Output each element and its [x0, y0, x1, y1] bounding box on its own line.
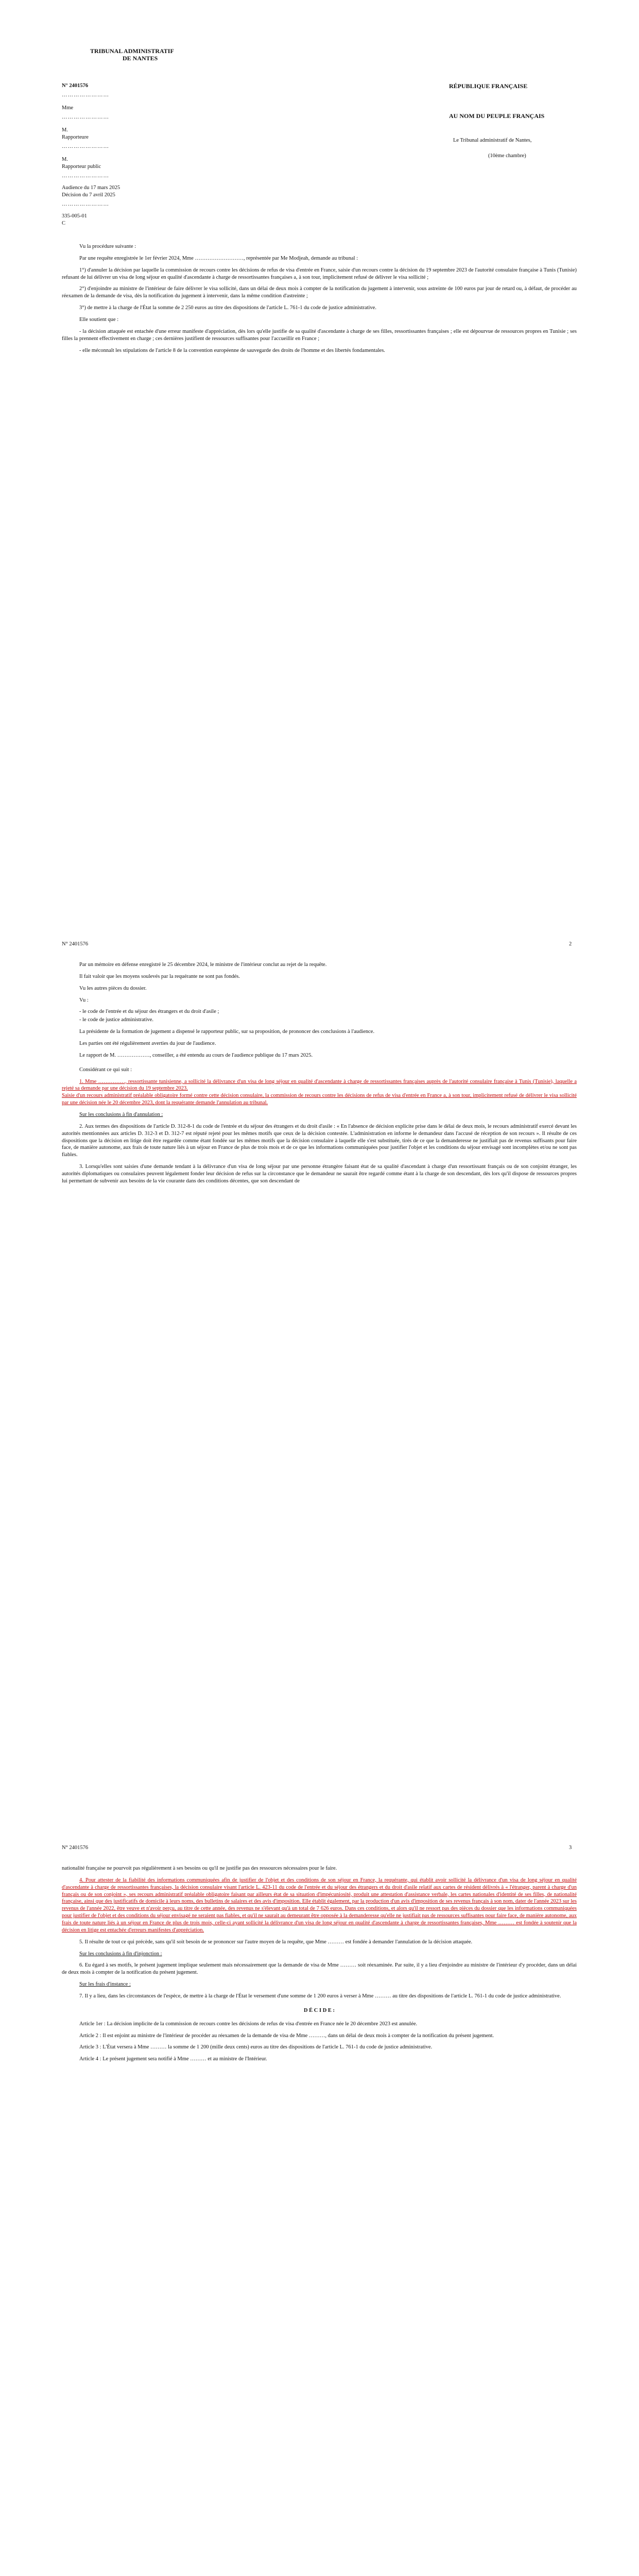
arguments-intro: Elle soutient que :: [79, 317, 119, 323]
defense-paragraph: Par un mémoire en défense enregistré le 25 décembre 2024, le ministre de l'intérieur conclut au rejet de la requête.: [79, 962, 327, 968]
separator: ……………………: [62, 201, 109, 207]
decision-heading: D É C I D E :: [303, 2007, 335, 2013]
public-rapporteur-label: M.: [62, 157, 68, 162]
rapporteur-label: M.: [62, 127, 68, 133]
request-item-3: 3°) de mettre à la charge de l'État la somme de 2 250 euros au titre des dispositions de l'article L. 761-1 du code de justice administrative.: [79, 305, 376, 311]
consideration-2: 2. Aux termes des dispositions de l'article D. 312-8-1 du code de l'entrée et du séjour des étrangers et du droit d'asile : « En l'absence de décision explicite prise dans le délai de deux mois, le recours administratif exercé devant les autorités mentionnées aux articles D. 312-3 et D. 312-7 est réputé rejeté pour les mêmes motifs que ceux de la décision contestée. L'administration en informe le demandeur dans l'accusé de réception de son recours ». Il résulte de ces dispositions que la décision en litige doit être regardée comme étant fondée sur les mêmes motifs que la décision consulaire à laquelle elle s'est substituée, tirés de ce que la demanderesse ne justifiait pas de revenus suffisants pour faire face, de manière autonome, aux frais de toute nature liés à un séjour en France de plus de trois mois et de ce que les informations communiquées pour justifier l'objet et les conditions du séjour envisagé sont incomplètes et/ou ne sont pas fiables.: [62, 1123, 577, 1158]
page-number: 3: [569, 1845, 572, 1851]
consideration-3: 3. Lorsqu'elles sont saisies d'une demande tendant à la délivrance d'un visa de long séjour par une personne étrangère faisant état de sa qualité d'ascendant à charge d'un ressortissant français ou de son conjoint étranger, les autorités diplomatiques ou consulaires peuvent légalement fonder leur décision de refus sur la circonstance que le demandeur ne saurait être regardé comme étant à la charge de son descendant, dès lors qu'il dispose de ressources propres lui permettant de subvenir aux besoins de la vie courante dans des conditions décentes, que son descendant de: [62, 1164, 577, 1184]
case-number: N° 2401576: [62, 941, 89, 947]
request-item-1: 1°) d'annuler la décision par laquelle la commission de recours contre les décisions de refus de visa d'entrée en France, saisie d'un recours contre la décision du 19 septembre 2023 de l'autorité consulaire française à Tunis (Tunisie) refusant de lui délivrer un visa de long séjour en qualité d'ascendante à charge de ressortissantes françaises a, à son tour, implicitement refusé de délivrer le visa sollicité ;: [62, 267, 577, 280]
case-number: N° 2401576: [62, 1845, 89, 1851]
legal-basis-2: - le code de justice administrative.: [79, 1017, 154, 1023]
consideration-4: 4. Pour attester de la fiabilité des informations communiquées afin de justifier de l'objet et des conditions de son séjour en France, la requérante, qui établit avoir sollicité la délivrance d'un visa de long séjour en qualité d'ascendante à charge de ressortissantes françaises, la décision consulaire visant l'article L. 423-11 du code de l'entrée et du séjour des étrangers et du droit d'asile relatif aux cartes de résident délivrés à « l'étranger, parent à charge d'un français ou de son conjoint », ses recours administratif préalable obligatoire faisant par ailleurs état de sa situation d'impécuniosité, produit une attestation d'assistance verbale, les cartes nationales d'identité de ses filles, de nationalité française, ainsi que des justificatifs de domicile à leurs noms, des bulletins de salaires et des avis d'imposition. Elle établit également, par la production d'un avis d'imposition de ses revenus français à son nom, dater de l'année 2023 sur les revenus de l'année 2022, être veuve et n'avoir perçu, au titre de cette année, des revenus ne s'élevant qu'à un total de 7 626 euros. Dans ces conditions, et alors qu'il ne ressort pas des pièces du dossier que les informations communiquées pour justifier de l'objet et des conditions du séjour envisagé ne seraient pas fiables, et qu'il ne saurait au demeurant être opposée à la demanderesse qu'elle ne justifiait pas de ressources suffisantes pour faire face, de manière autonome, aux frais de toute nature liés à un séjour en France de plus de trois mois, celle-ci ayant sollicité la délivrance d'un visa de long séjour en qualité d'ascendante à charge de ressortissantes françaises, Mme ……… est fondée à soutenir que la décision en litige est entachée d'erreurs manifestes d'appréciation.: [62, 1877, 577, 1933]
court-name: TRIBUNAL ADMINISTRATIF: [90, 47, 174, 55]
legal-basis-intro: Vu :: [79, 997, 89, 1003]
case-number: N° 2401576: [62, 83, 89, 89]
page-3: [0, 1807, 639, 2576]
procedure-intro: Vu la procédure suivante :: [79, 244, 136, 249]
classification-letter: C: [62, 221, 66, 226]
annulment-heading: Sur les conclusions à fin d'annulation :: [79, 1112, 163, 1118]
party-name: Mme: [62, 105, 74, 111]
separator: ……………………: [62, 114, 109, 120]
consideration-5: 5. Il résulte de tout ce qui précède, sans qu'il soit besoin de se prononcer sur l'autre moyen de la requête, que Mme ……… est fondée à demander l'annulation de la décision attaquée.: [79, 1939, 473, 1945]
procedure-section: [62, 243, 577, 359]
court-city: DE NANTES: [123, 55, 158, 62]
legal-basis-1: - le code de l'entrée et du séjour des étrangers et du droit d'asile ;: [79, 1009, 219, 1015]
considerations-intro: Considérant ce qui suit :: [79, 1066, 132, 1073]
hearing-date: Audience du 17 mars 2025: [62, 185, 120, 191]
consideration-6: 6. Eu égard à ses motifs, le présent jugement implique seulement mais nécessairement que la demande de visa de Mme ……… soit réexaminée. Par suite, il y a lieu d'enjoindre au ministre de l'intérieur d'y procéder, dans un délai de deux mois à compter de la notification du présent jugement.: [62, 1962, 577, 1976]
argument-1: - la décision attaquée est entachée d'une erreur manifeste d'appréciation, dès lors qu'elle justifie de sa qualité d'ascendante à charge de ses filles, ressortissantes françaises ; elle est dépourvue de ressources propres en Tunisie ; ses filles la prennent effectivement en charge ; ces dernières justifient de ressources suffisantes pour l'accueillir en France ;: [62, 328, 577, 342]
request-item-2: 2°) d'enjoindre au ministre de l'intérieur de faire délivrer le visa sollicité, dans un délai de deux mois à compter de la notification du jugement à intervenir, sous astreinte de 100 euros par jour de retard ou, à défaut, de procéder au réexamen de la demande de visa, dès la notification du jugement à intervenir, dans la même condition d'astreinte ;: [62, 286, 577, 299]
article-4: Article 4 : Le présent jugement sera notifié à Mme ……… et au ministre de l'Intérieur.: [79, 2056, 267, 2062]
consideration-1b: Saisie d'un recours administratif préalable obligatoire formé contre cette décision consulaire, la commission de recours contre les décisions de refus de visa d'entrée en France a, à son tour, implicitement refusé de délivrer le visa sollicité par une décision née le 20 décembre 2023, dont la requérante demande l'annulation au tribunal.: [62, 1093, 577, 1106]
body: [62, 961, 577, 1190]
dispensation: La présidente de la formation de jugement a dispensé le rapporteur public, sur sa proposition, de prononcer des conclusions à l'audience.: [79, 1029, 375, 1035]
page-2: [0, 904, 639, 1807]
report-heard: Le rapport de M. ………………, conseiller, a été entendu au cours de l'audience publique du 17 mars 2025.: [79, 1052, 313, 1058]
parties-notified: Les parties ont été régulièrement averties du jour de l'audience.: [79, 1041, 216, 1047]
defense-argument: Il fait valoir que les moyens soulevés par la requérante ne sont pas fondés.: [79, 973, 240, 979]
article-2: Article 2 : Il est enjoint au ministre de l'intérieur de procéder au réexamen de la demande de visa de Mme ………, dans un délai de deux mois à compter de la notification du présent jugement.: [79, 2032, 494, 2039]
other-documents: Vu les autres pièces du dossier.: [79, 985, 147, 991]
article-3: Article 3 : L'État versera à Mme ……… la somme de 1 200 (mille deux cents) euros au titre des dispositions de l'article L. 761-1 du code de justice administrative.: [79, 2044, 433, 2050]
consideration-1a: 1. Mme ……………, ressortissante tunisienne, a sollicité la délivrance d'un visa de long séjour en qualité d'ascendante à charge de ressortissantes françaises auprès de l'autorité consulaire française à Tunis (Tunisie), laquelle a rejeté sa demande par une décision du 19 septembre 2023.: [62, 1078, 577, 1092]
continuation: nationalité française ne pourvoit pas régulièrement à ses besoins ou qu'il ne justifie pas des ressources nécessaires pour le faire.: [62, 1866, 337, 1871]
court-full-name: Le Tribunal administratif de Nantes,: [453, 138, 532, 143]
article-1: Article 1er : La décision implicite de la commission de recours contre les décisions de refus de visa d'entrée en France née le 20 décembre 2023 est annulée.: [79, 2021, 418, 2027]
consideration-7: 7. Il y a lieu, dans les circonstances de l'espèce, de mettre à la charge de l'État le versement d'une somme de 1 200 euros à verser à Mme ……… au titre des dispositions de l'article L. 761-1 du code de justice administrative.: [79, 1993, 561, 1999]
people-title: AU NOM DU PEUPLE FRANÇAIS: [449, 112, 545, 120]
republic-title: RÉPUBLIQUE FRANÇAISE: [449, 82, 528, 90]
page-number: 2: [569, 941, 572, 947]
separator: ……………………: [62, 92, 109, 98]
classification-code: 335-005-01: [62, 213, 87, 219]
decision-date: Décision du 7 avril 2025: [62, 192, 115, 198]
public-rapporteur-role: Rapporteur public: [62, 164, 101, 170]
request-paragraph: Par une requête enregistrée le 1er février 2024, Mme ………………………, représentée par Me Modjeah, demande au tribunal :: [79, 255, 358, 261]
separator: ……………………: [62, 173, 109, 179]
rapporteur-role: Rapporteure: [62, 134, 89, 140]
injunction-heading: Sur les conclusions à fin d'injonction :: [79, 1951, 162, 1957]
page-1: [0, 0, 639, 904]
body: [62, 1865, 577, 2067]
costs-heading: Sur les frais d'instance :: [79, 1981, 131, 1988]
separator: ……………………: [62, 144, 109, 149]
argument-2: - elle méconnaît les stipulations de l'article 8 de la convention européenne de sauvegarde des droits de l'homme et des libertés fondamentales.: [79, 347, 385, 353]
chamber: (10ème chambre): [488, 153, 526, 159]
